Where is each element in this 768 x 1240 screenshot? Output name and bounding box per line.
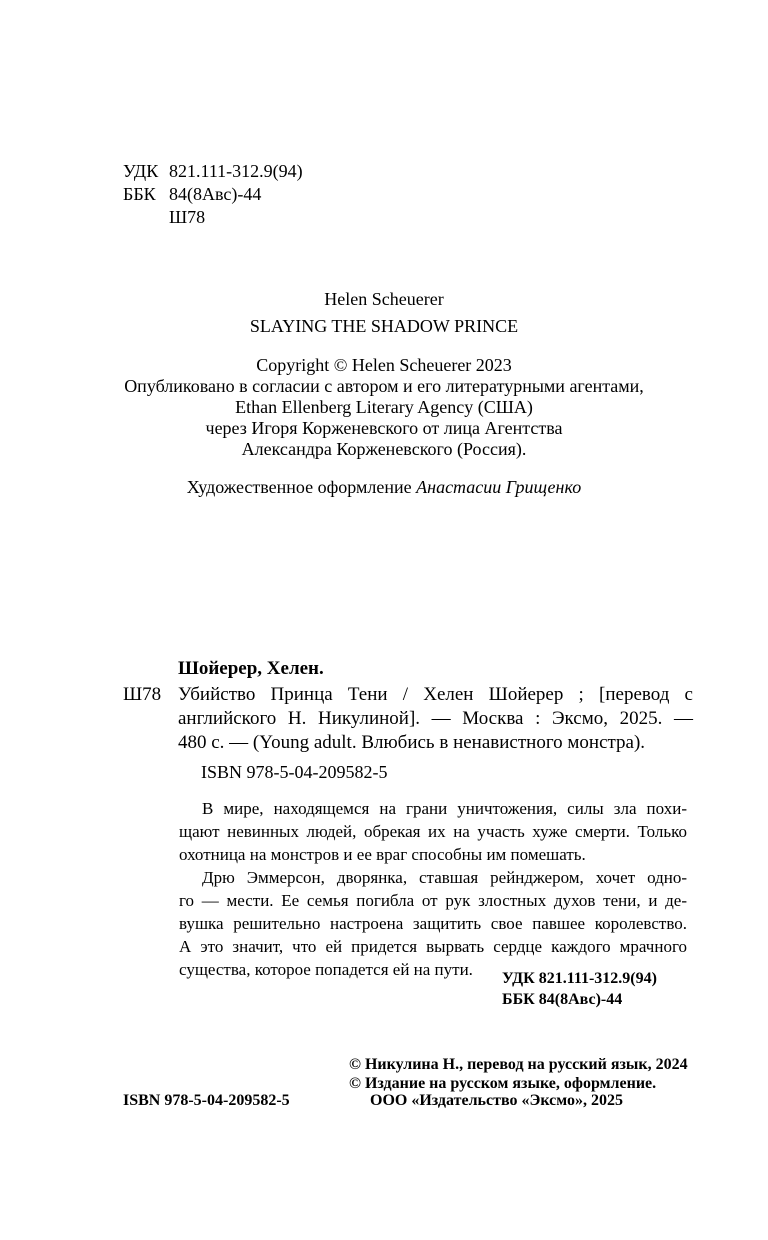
classification-block (123, 160, 303, 229)
bibliographic-isbn: ISBN 978-5-04-209582-5 (201, 762, 388, 782)
design-credit-name: Анастасии Грищенко (416, 477, 582, 497)
annotation-line: вушка решительно настроена защитить свое павшее королевство. (179, 914, 687, 933)
author-mark-row (123, 206, 303, 229)
design-credit-label: Художественное оформление (186, 477, 412, 497)
annotation-line: В мире, находящемся на грани уничтожения, силы зла похи- (202, 799, 687, 818)
bibliographic-description (178, 683, 693, 755)
bibliographic-author: Шойерер, Хелен. (178, 658, 324, 679)
copyright-edition: © Издание на русском языке, оформление. (349, 1075, 657, 1092)
bbk-row (123, 183, 303, 206)
bbk-label: ББК (123, 184, 156, 204)
footer-udk: УДК 821.111-312.9(94) (502, 970, 657, 987)
footer-classification (502, 968, 657, 1010)
rights-line: Александра Корженевского (Россия). (241, 439, 527, 459)
udk-value: 821.111-312.9(94) (169, 161, 303, 181)
footer-isbn: ISBN 978-5-04-209582-5 (123, 1092, 290, 1109)
copyright-translation: © Никулина Н., перевод на русский язык, 2024 (349, 1056, 688, 1073)
rights-block (0, 355, 768, 460)
udk-label: УДК (123, 161, 159, 181)
annotation (179, 797, 687, 981)
annotation-line: го — мести. Ее семья погибла от рук злостных духов тени, и де- (179, 891, 687, 910)
rights-line: Опубликовано в согласии с автором и его литературными агентами, (124, 376, 644, 396)
description-line: Убийство Принца Тени / Хелен Шойерер ; [перевод с (178, 684, 693, 705)
annotation-line: щают невинных людей, обрекая их на участь хуже смерти. Только (179, 822, 687, 841)
original-title: SLAYING THE SHADOW PRINCE (249, 316, 519, 336)
original-author: Helen Scheuerer (324, 289, 444, 309)
description-line: английского Н. Никулиной]. — Москва : Эксмо, 2025. — (178, 708, 693, 729)
annotation-line: существа, которое попадется ей на пути. (179, 960, 473, 979)
rights-line: через Игоря Корженевского от лица Агентства (205, 418, 563, 438)
udk-row (123, 160, 303, 183)
bibliographic-code: Ш78 (123, 684, 162, 705)
author-mark: Ш78 (169, 207, 206, 227)
annotation-line: Дрю Эммерсон, дворянка, ставшая рейнджером, хочет одно- (202, 868, 687, 887)
annotation-line: А это значит, что ей придется вырвать сердце каждого мрачного (179, 937, 687, 956)
description-line: 480 с. — (Young adult. Влюбись в ненавистного монстра). (178, 732, 646, 753)
annotation-line: охотница на монстров и ее враг способны им помешать. (179, 845, 586, 864)
rights-line: Copyright © Helen Scheuerer 2023 (256, 355, 512, 375)
bbk-value: 84(8Авс)-44 (169, 184, 262, 204)
rights-line: Ethan Ellenberg Literary Agency (США) (235, 397, 533, 417)
footer-bbk: ББК 84(8Авс)-44 (502, 991, 623, 1008)
design-credit (0, 477, 768, 498)
publisher-line: ООО «Издательство «Эксмо», 2025 (370, 1092, 623, 1109)
